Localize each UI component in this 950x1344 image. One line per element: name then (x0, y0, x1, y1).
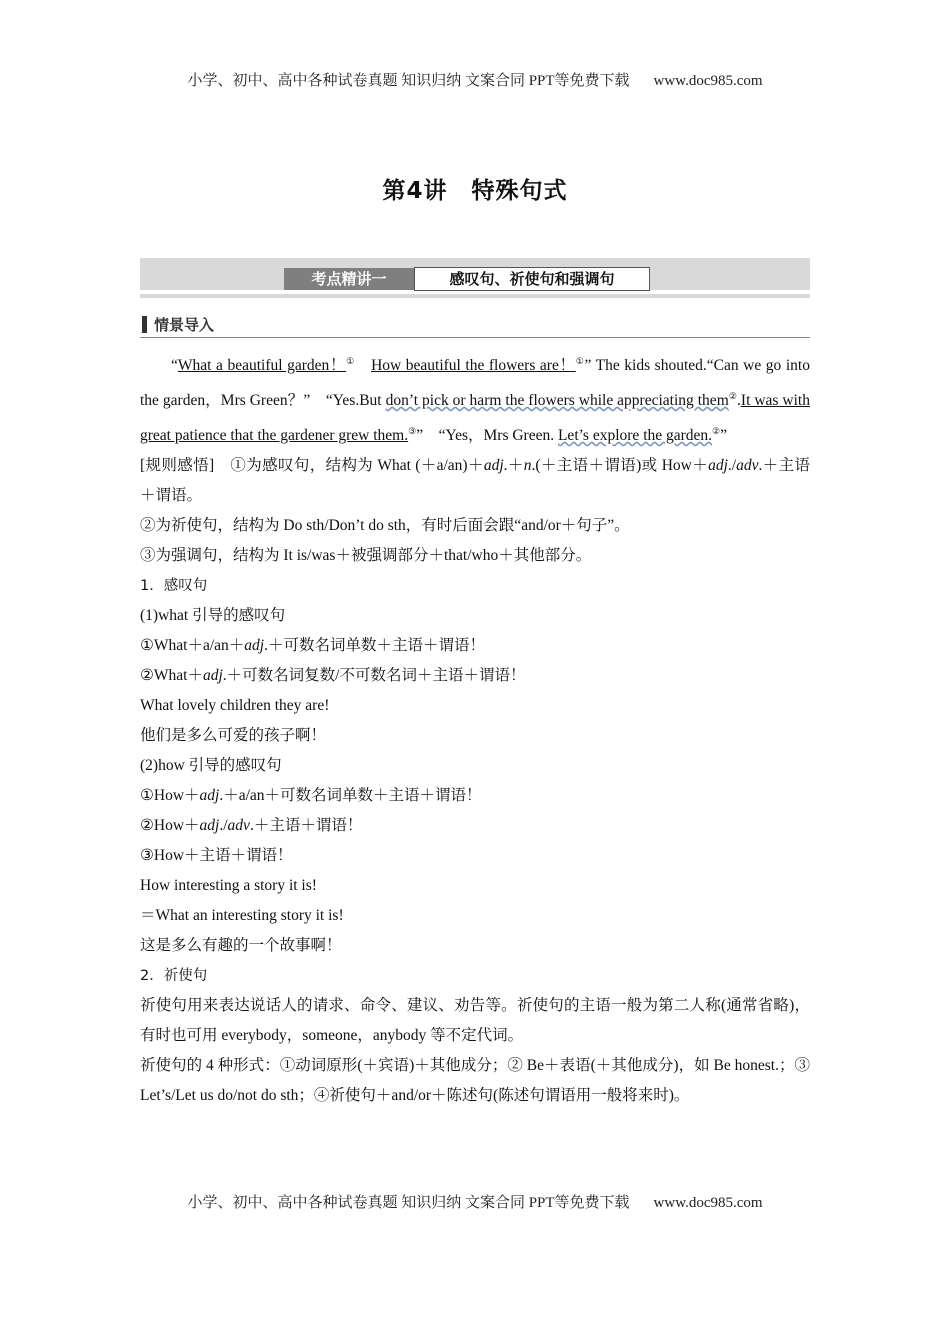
scene-text-3: ” “Yes，Mrs Green. (416, 427, 558, 444)
header-url[interactable]: www.doc985.com (653, 73, 763, 89)
rule-1-mid3: ./ (727, 457, 737, 474)
formula-text: .＋可数名词单数＋主语＋谓语！ (264, 637, 485, 654)
scene-paragraph (140, 346, 810, 451)
section-1-sub-2: (2)how 引导的感叹句 (140, 757, 282, 774)
page-title: 第4讲 特殊句式 (382, 178, 568, 204)
formula-italic: adj (244, 637, 265, 654)
section-heading: 情景导入 (154, 316, 215, 334)
section-2-heading: 2．祈使句 (140, 968, 208, 984)
rule-1-text: [规则感悟] ①为感叹句，结构为 What (＋a/an)＋ (140, 457, 484, 474)
marker-5: ② (712, 426, 721, 436)
formula-text: .＋主语＋谓语！ (249, 817, 363, 834)
quote-mark: “ (171, 357, 178, 374)
formula-italic: adj (199, 787, 220, 804)
marker-3: ② (728, 391, 738, 401)
exclamation-sentence-1: What a beautiful garden！ (177, 357, 347, 374)
heading-marker (142, 316, 147, 333)
imperative-sentence-2: Let’s explore the garden. (557, 427, 713, 444)
formula-how-1 (140, 781, 810, 811)
emphatic-sentence: It was with great patience that the gardener grew them. (140, 392, 810, 444)
formula-italic: adj (202, 667, 223, 684)
example-2-zh: 这是多么有趣的一个故事啊！ (140, 937, 342, 954)
rule-1-adj2: adj (708, 457, 728, 474)
scene-text-4: ” (720, 427, 728, 444)
formula-text: .＋a/an＋可数名词单数＋主语＋谓语！ (219, 787, 482, 804)
topic-title: 感叹句、祈使句和强调句 (414, 267, 650, 291)
exclamation-sentence-2: How beautiful the flowers are！ (371, 357, 576, 374)
example-2-en: How interesting a story it is! (140, 877, 317, 894)
formula-italic: adj (199, 817, 220, 834)
section-1-heading: 1．感叹句 (140, 578, 208, 594)
formula-how-2 (140, 811, 810, 841)
formula-text: ./ (219, 817, 228, 834)
topic-label: 考点精讲一 (284, 268, 414, 290)
scene-text-2: . (737, 392, 741, 409)
rule-3: ③为强调句，结构为 It is/was＋被强调部分＋that/who＋其他部分。 (140, 547, 592, 564)
rule-1-end: .＋主语＋谓语。 (140, 457, 810, 504)
page-footer (0, 1191, 950, 1212)
section-2-para-1: 祈使句用来表达说话人的请求、命令、建议、劝告等。祈使句的主语一般为第二人称(通常省略)，有时也可用 everybody，someone，anybody 等不定代词。 (140, 997, 810, 1044)
main-content (140, 346, 810, 1111)
footer-url[interactable]: www.doc985.com (653, 1195, 763, 1211)
imperative-sentence-1: don’t pick or harm the flowers while appreciating them (385, 392, 729, 409)
formula-text: ①How＋ (140, 787, 200, 804)
example-1-zh: 他们是多么可爱的孩子啊！ (140, 727, 327, 744)
formula-text: ①What＋a/an＋ (140, 637, 245, 654)
section-1-sub-1: (1)what 引导的感叹句 (140, 607, 286, 624)
formula-how-3: ③How＋主语＋谓语！ (140, 847, 293, 864)
formula-text: ②What＋ (140, 667, 203, 684)
example-2-eq: ＝What an interesting story it is! (140, 907, 344, 924)
formula-what-2 (140, 661, 810, 691)
marker-4: ③ (408, 426, 417, 436)
rule-1-mid: .＋ (503, 457, 524, 474)
rule-1-adv: adv (736, 457, 759, 474)
page-header (0, 69, 950, 90)
formula-what-1 (140, 631, 810, 661)
formula-text: .＋可数名词复数/不可数名词＋主语＋谓语！ (222, 667, 526, 684)
header-text: 小学、初中、高中各种试卷真题 知识归纳 文案合同 PPT等免费下载 (187, 73, 630, 89)
formula-text: ②How＋ (140, 817, 200, 834)
rule-1-mid2: .(＋主语＋谓语)或 How＋ (531, 457, 709, 474)
marker-2: ① (575, 356, 585, 366)
section-heading-bar (140, 313, 810, 338)
marker-1: ① (346, 356, 355, 366)
rule-1 (140, 451, 810, 511)
rule-1-adj: adj (483, 457, 504, 474)
scene-text-1: ” The kids shouted.“Can we go into the garden，Mrs Green？” “Yes.But (140, 357, 810, 409)
topic-banner (140, 258, 810, 298)
rule-1-n: n (523, 457, 532, 474)
footer-text: 小学、初中、高中各种试卷真题 知识归纳 文案合同 PPT等免费下载 (187, 1195, 630, 1211)
example-1-en: What lovely children they are! (140, 697, 330, 714)
formula-italic: adv (227, 817, 250, 834)
section-2-para-2: 祈使句的 4 种形式：①动词原形(＋宾语)＋其他成分；② Be＋表语(＋其他成分)，如 Be honest.；③ Let’s/Let us do/not do sth；④祈使句＋and/or＋陈述句(陈述句谓语用一般将来时)。 (140, 1057, 810, 1104)
rule-2: ②为祈使句，结构为 Do sth/Don’t do sth，有时后面会跟“and/or＋句子”。 (140, 517, 630, 534)
